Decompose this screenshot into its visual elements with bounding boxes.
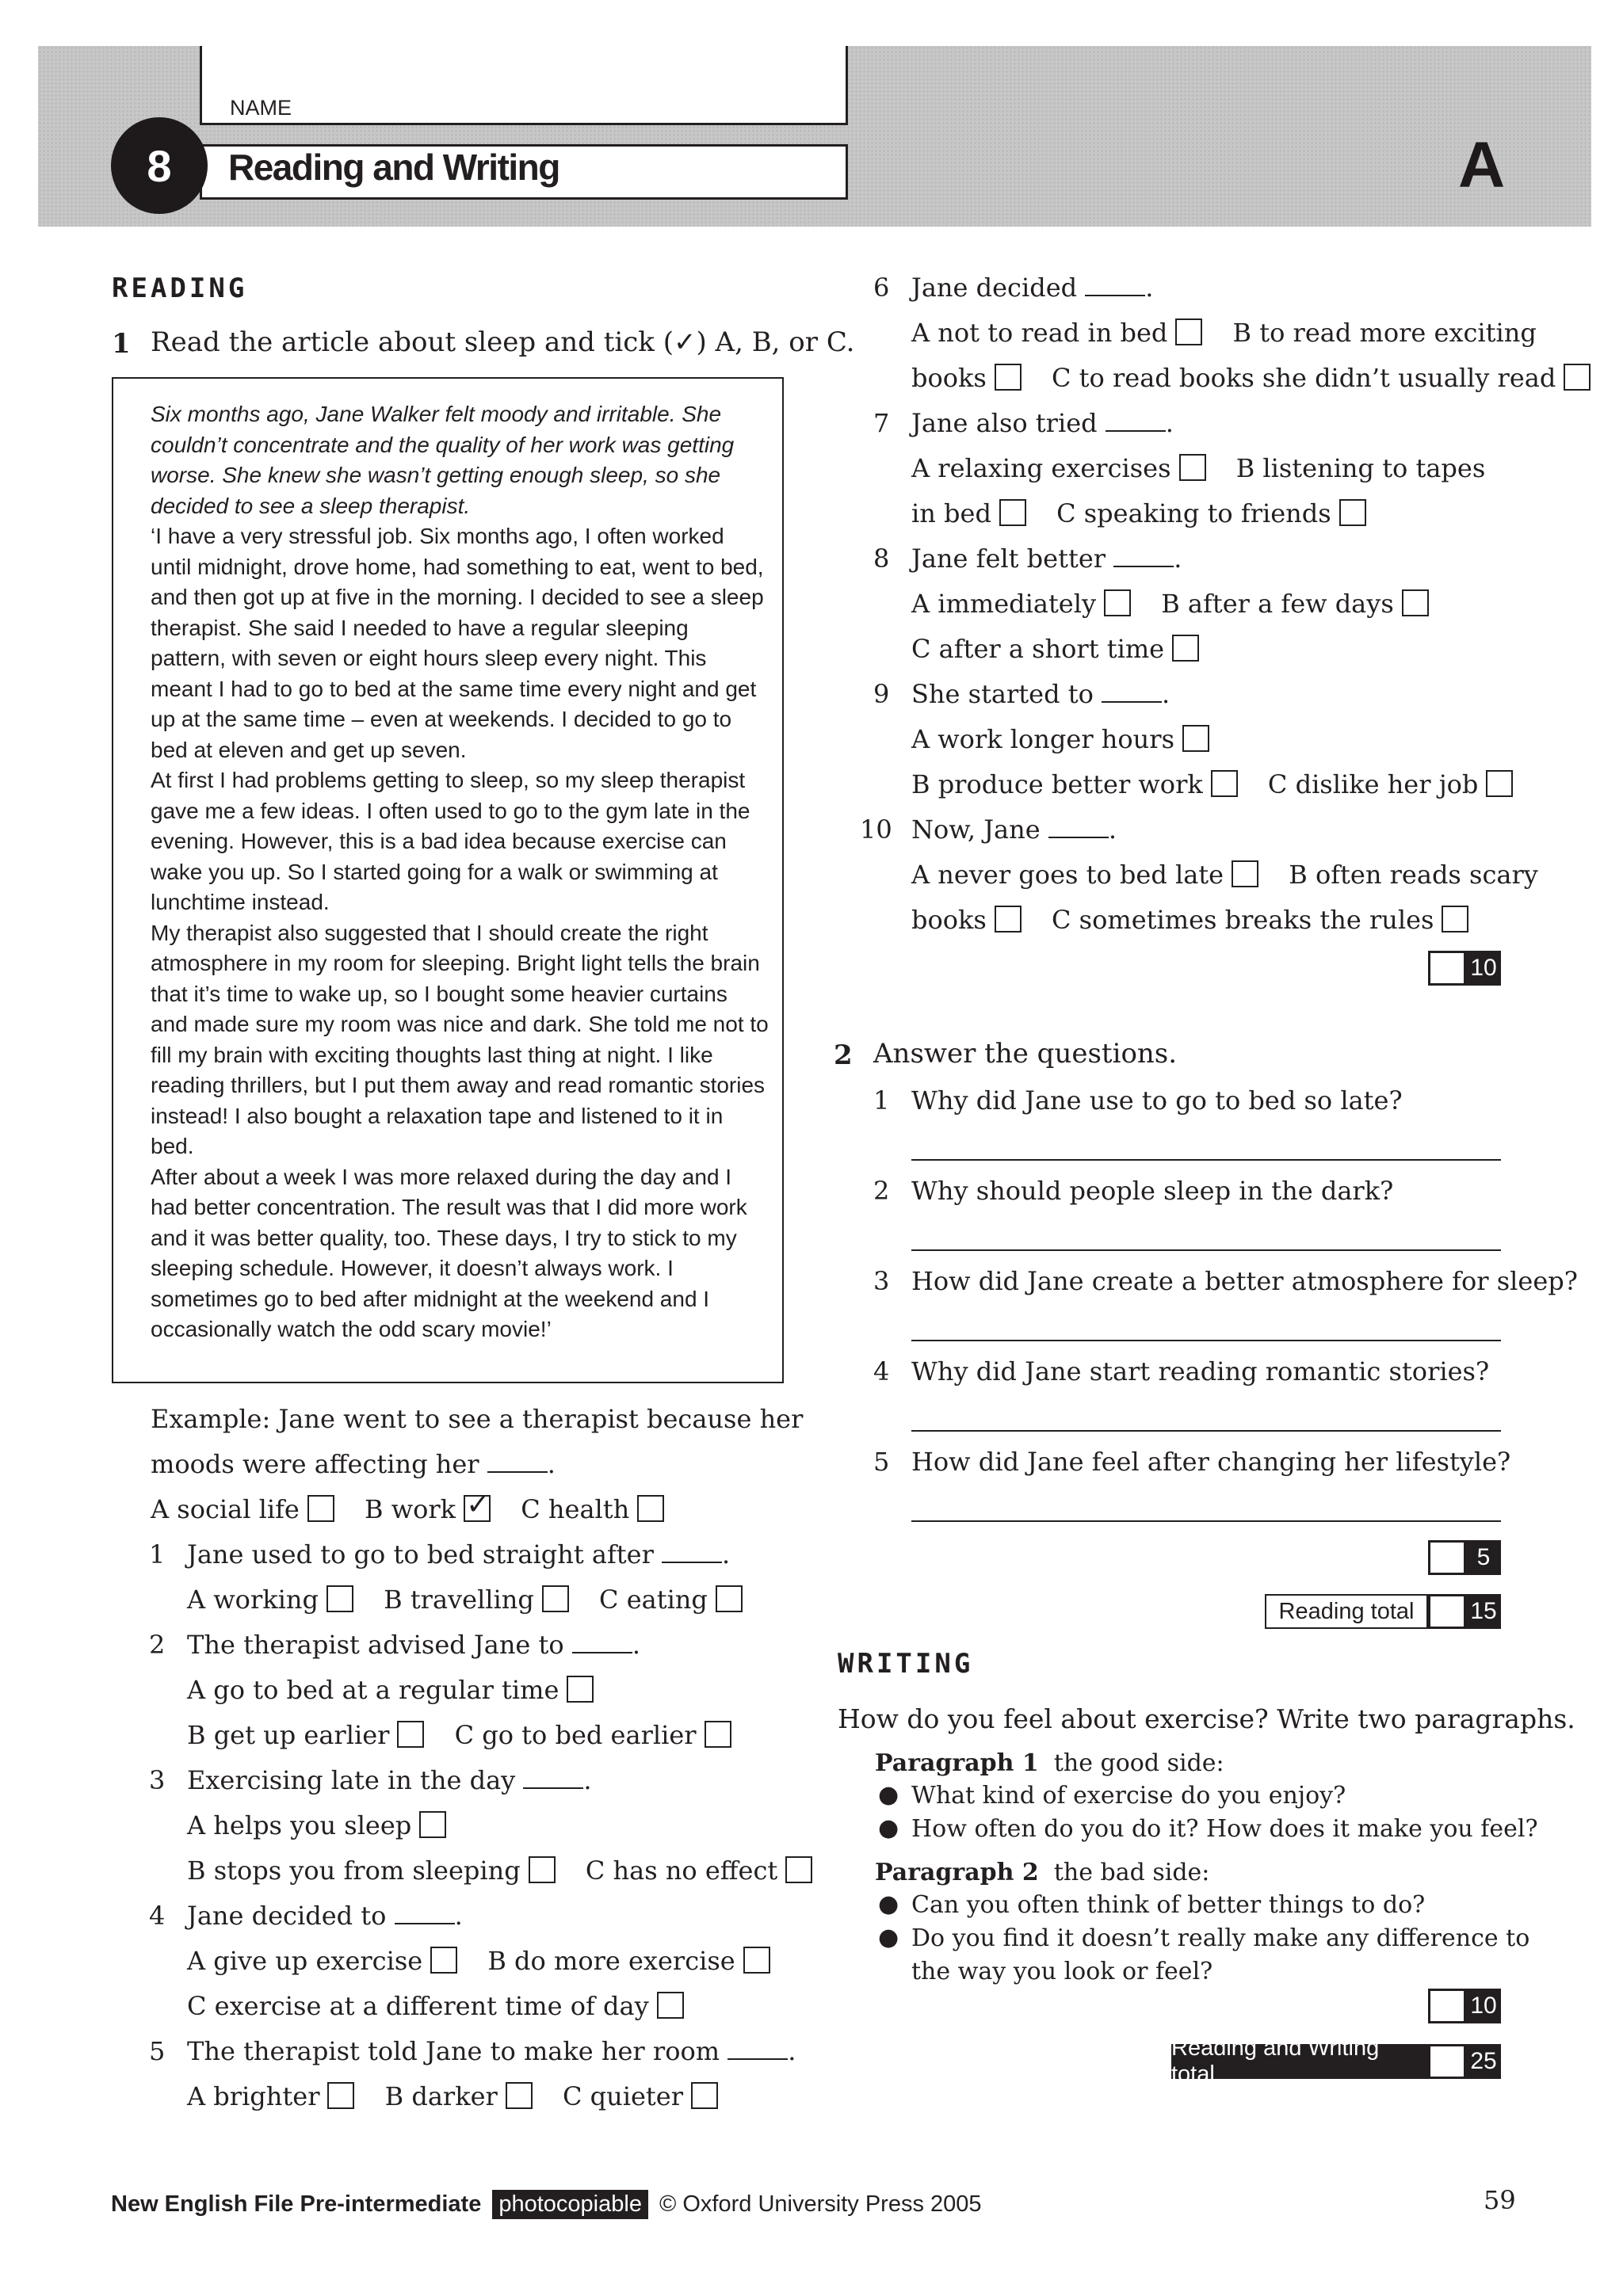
bullet-icon: ● — [878, 1781, 899, 1809]
checkbox[interactable] — [995, 906, 1022, 933]
checkbox[interactable] — [705, 1721, 731, 1748]
checkbox[interactable] — [307, 1495, 334, 1522]
question-text: How did Jane feel after changing her lifestyle? — [911, 1447, 1511, 1477]
checkbox[interactable] — [542, 1585, 569, 1612]
bullet-text-continued: the way you look or feel? — [911, 1958, 1213, 1985]
question-stem: Jane decided . — [911, 273, 1154, 303]
article-paragraph: ‘I have a very stressful job. Six months ago, I often worked until midnight, drove home, had something to eat, went to bed, and then got up at five in the morning. I decided to see a sleep therapist. She said I needed to have a regular sleeping pattern, with seven or eight hours sleep every night. This meant I had to go to bed at the same time every night and get up at the same time – even at weekends. I decided to go to bed at eleven and get up seven. — [151, 524, 764, 762]
answer-blank — [572, 1633, 632, 1653]
question-options: A not to read in bed B to read more exciting — [911, 318, 1537, 348]
question-text: How did Jane create a better atmosphere for sleep? — [911, 1266, 1578, 1296]
paragraph2-heading: Paragraph 2 the bad side: — [875, 1859, 1210, 1886]
page-number: 59 — [1484, 2185, 1516, 2215]
question-stem: Jane also tried . — [911, 408, 1174, 438]
example-line1: Example: Jane went to see a therapist because her — [151, 1404, 804, 1434]
checkbox[interactable] — [327, 1585, 353, 1612]
question-number: 10 — [860, 814, 892, 845]
question-options: A working B travelling C eating — [187, 1585, 743, 1615]
bullet-icon: ● — [878, 1890, 899, 1918]
answer-blank — [727, 2039, 788, 2060]
checkbox[interactable] — [1175, 318, 1202, 345]
bullet-icon: ● — [878, 1924, 899, 1951]
checkbox[interactable] — [1486, 770, 1513, 797]
reading-total-max: 15 — [1466, 1594, 1501, 1629]
bullet-text: How often do you do it? How does it make you feel? — [911, 1815, 1538, 1843]
photocopiable-badge: photocopiable — [492, 2190, 648, 2219]
task1-number: 1 — [112, 328, 131, 360]
checkbox[interactable] — [691, 2082, 718, 2109]
question-options: C after a short time — [911, 634, 1199, 664]
answer-line[interactable] — [911, 1340, 1501, 1341]
checkbox[interactable] — [1182, 725, 1209, 752]
question-number: 2 — [873, 1176, 890, 1206]
checkbox[interactable] — [716, 1585, 743, 1612]
question-options: C exercise at a different time of day — [187, 1991, 684, 2021]
question-stem: Jane felt better . — [911, 543, 1182, 574]
grand-total-max: 25 — [1466, 2044, 1501, 2079]
question-options: A helps you sleep — [187, 1810, 446, 1840]
question-number: 8 — [873, 543, 890, 574]
question-number: 9 — [873, 679, 890, 709]
checkbox[interactable] — [1402, 589, 1429, 616]
answer-line[interactable] — [911, 1249, 1501, 1251]
question-options: books C sometimes breaks the rules — [911, 905, 1468, 935]
checkbox[interactable] — [1211, 770, 1238, 797]
question-stem: Now, Jane . — [911, 814, 1117, 845]
question-options: in bed C speaking to friends — [911, 498, 1366, 528]
article-paragraph: At first I had problems getting to sleep, so my sleep therapist gave me a few ideas. I often used to go to the gym late in the evening. However, this is a bad idea because exercise can wake you up. So I started going for a walk or swimming at lunchtime instead. — [151, 768, 750, 914]
question-number: 2 — [149, 1630, 166, 1660]
checkbox[interactable] — [657, 1992, 684, 2019]
question-options: A never goes to bed late B often reads scary — [911, 860, 1538, 890]
question-options: A work longer hours — [911, 724, 1209, 754]
article-intro: Six months ago, Jane Walker felt moody and irritable. She couldn’t concentrate and the quality of her work was getting worse. She knew she wasn’t getting enough sleep, so she decided to see a sleep therapist. — [151, 402, 735, 518]
answer-blank — [1113, 547, 1174, 567]
question-stem: Exercising late in the day . — [187, 1765, 592, 1795]
checkbox[interactable] — [995, 364, 1022, 391]
question-stem: Jane used to go to bed straight after . — [187, 1539, 731, 1569]
checkbox[interactable] — [743, 1947, 770, 1974]
question-options: A immediately B after a few days — [911, 589, 1429, 619]
question-stem: She started to . — [911, 679, 1170, 709]
question-options: A relaxing exercises B listening to tapes — [911, 453, 1486, 483]
bullet-text: Do you find it doesn’t really make any difference to — [911, 1924, 1530, 1952]
answer-blank — [1102, 682, 1162, 703]
task2-score-box — [1428, 1540, 1501, 1575]
question-number: 6 — [873, 273, 890, 303]
checkbox[interactable] — [999, 499, 1026, 526]
score-entry[interactable] — [1428, 951, 1466, 986]
question-options: B produce better work C dislike her job — [911, 769, 1513, 799]
reading-heading: READING — [112, 273, 248, 304]
checkbox[interactable] — [1564, 364, 1591, 391]
checkbox[interactable] — [567, 1676, 594, 1703]
article — [151, 399, 769, 1345]
question-number: 3 — [149, 1765, 166, 1795]
question-stem: The therapist advised Jane to . — [187, 1630, 640, 1660]
question-number: 5 — [149, 2036, 166, 2066]
name-field[interactable] — [200, 46, 848, 125]
reading-total-label: Reading total — [1265, 1594, 1428, 1629]
question-options: A go to bed at a regular time — [187, 1675, 594, 1705]
checkbox[interactable] — [1339, 499, 1366, 526]
checkbox[interactable] — [327, 2082, 354, 2109]
answer-blank — [1106, 411, 1166, 432]
score-max: 10 — [1466, 1989, 1501, 2023]
bullet-text: What kind of exercise do you enjoy? — [911, 1782, 1346, 1810]
answer-blank — [395, 1904, 455, 1924]
checkbox[interactable] — [637, 1495, 664, 1522]
checkbox[interactable] — [785, 1856, 812, 1883]
answer-blank — [487, 1452, 548, 1473]
score-entry[interactable] — [1428, 2044, 1466, 2079]
name-label: NAME — [230, 96, 292, 120]
task1-score-box — [1428, 951, 1501, 986]
option-b: B work✓ — [365, 1494, 491, 1524]
task2-instruction: Answer the questions. — [873, 1038, 1178, 1070]
score-entry[interactable] — [1428, 1540, 1466, 1575]
score-max: 10 — [1466, 951, 1501, 986]
question-number: 7 — [873, 408, 890, 438]
question-number: 1 — [149, 1539, 166, 1569]
grand-total-box — [1171, 2035, 1501, 2087]
task2-number: 2 — [834, 1039, 853, 1071]
question-text: Why did Jane start reading romantic stories? — [911, 1356, 1490, 1386]
test-version-letter: A — [1458, 129, 1506, 201]
option-c: C health — [521, 1494, 664, 1524]
footer — [111, 2190, 982, 2219]
option-a: A social life — [151, 1494, 334, 1524]
bullet-text: Can you often think of better things to do? — [911, 1891, 1426, 1919]
answer-line[interactable] — [911, 1159, 1501, 1161]
writing-prompt: How do you feel about exercise? Write two paragraphs. — [838, 1703, 1575, 1734]
checkbox[interactable] — [430, 1947, 457, 1974]
checkbox[interactable] — [1232, 860, 1258, 887]
checkbox[interactable] — [529, 1856, 556, 1883]
answer-blank — [523, 1768, 583, 1789]
bullet-icon: ● — [878, 1814, 899, 1842]
answer-blank — [1048, 818, 1109, 838]
question-options: B get up earlier C go to bed earlier — [187, 1720, 731, 1750]
paragraph1-heading: Paragraph 1 the good side: — [875, 1749, 1224, 1777]
article-paragraph: My therapist also suggested that I should create the right atmosphere in my room for sleeping. Bright light tells the brain that it’s time to wake up, so I bought some heavier curtains and made sure my room was nice and dark. She told me not to fill my brain with exciting thoughts last thing at night. I like reading thrillers, but I put them away and read romantic stories instead! I also bought a relaxation tape and listened to it in bed. — [151, 920, 769, 1158]
example-line2: moods were affecting her . — [151, 1449, 556, 1479]
question-options: books C to read books she didn’t usually read — [911, 363, 1591, 393]
checkbox[interactable] — [1179, 454, 1206, 481]
page-title: Reading and Writing — [228, 147, 559, 188]
checkbox[interactable] — [419, 1811, 446, 1838]
checkbox[interactable] — [397, 1721, 424, 1748]
checkbox[interactable] — [1104, 589, 1131, 616]
question-number: 5 — [873, 1447, 890, 1477]
question-stem: Jane decided to . — [187, 1901, 463, 1931]
question-number: 1 — [873, 1085, 890, 1116]
score-entry[interactable] — [1428, 1594, 1466, 1629]
book-title: New English File Pre-intermediate — [111, 2191, 482, 2217]
question-number: 4 — [873, 1356, 890, 1386]
question-options: A brighter B darker C quieter — [187, 2081, 718, 2111]
question-stem: The therapist told Jane to make her room . — [187, 2036, 796, 2066]
answer-blank — [1085, 276, 1145, 296]
grand-total-label: Reading and Writing total — [1171, 2044, 1428, 2079]
checkbox[interactable] — [1442, 906, 1468, 933]
question-text: Why did Jane use to go to bed so late? — [911, 1085, 1403, 1116]
checkbox-ticked[interactable] — [464, 1495, 491, 1522]
score-entry[interactable] — [1428, 1989, 1466, 2023]
unit-number-badge: 8 — [111, 117, 208, 214]
answer-line[interactable] — [911, 1430, 1501, 1432]
checkbox[interactable] — [1172, 635, 1199, 662]
example-options — [151, 1494, 664, 1524]
score-max: 5 — [1466, 1540, 1501, 1575]
writing-heading: WRITING — [838, 1648, 974, 1680]
answer-line[interactable] — [911, 1520, 1501, 1522]
reading-total-box — [1265, 1594, 1501, 1629]
question-text: Why should people sleep in the dark? — [911, 1176, 1394, 1206]
task1-instruction: Read the article about sleep and tick (✓) A, B, or C. — [151, 326, 855, 358]
question-number: 4 — [149, 1901, 166, 1931]
question-options: A give up exercise B do more exercise — [187, 1946, 770, 1976]
article-paragraph: After about a week I was more relaxed during the day and I had better concentration. The result was that I did more work and it was better quality, too. These days, I try to stick to my sleeping schedule. However, it doesn’t always work. I sometimes go to bed after midnight at the weekend and I occasionally watch the odd scary movie!’ — [151, 1164, 747, 1341]
writing-score-box — [1428, 1989, 1501, 2023]
question-number: 3 — [873, 1266, 890, 1296]
checkbox[interactable] — [506, 2082, 533, 2109]
question-options: B stops you from sleeping C has no effect — [187, 1855, 812, 1886]
copyright: © Oxford University Press 2005 — [659, 2191, 982, 2217]
answer-blank — [662, 1543, 722, 1563]
